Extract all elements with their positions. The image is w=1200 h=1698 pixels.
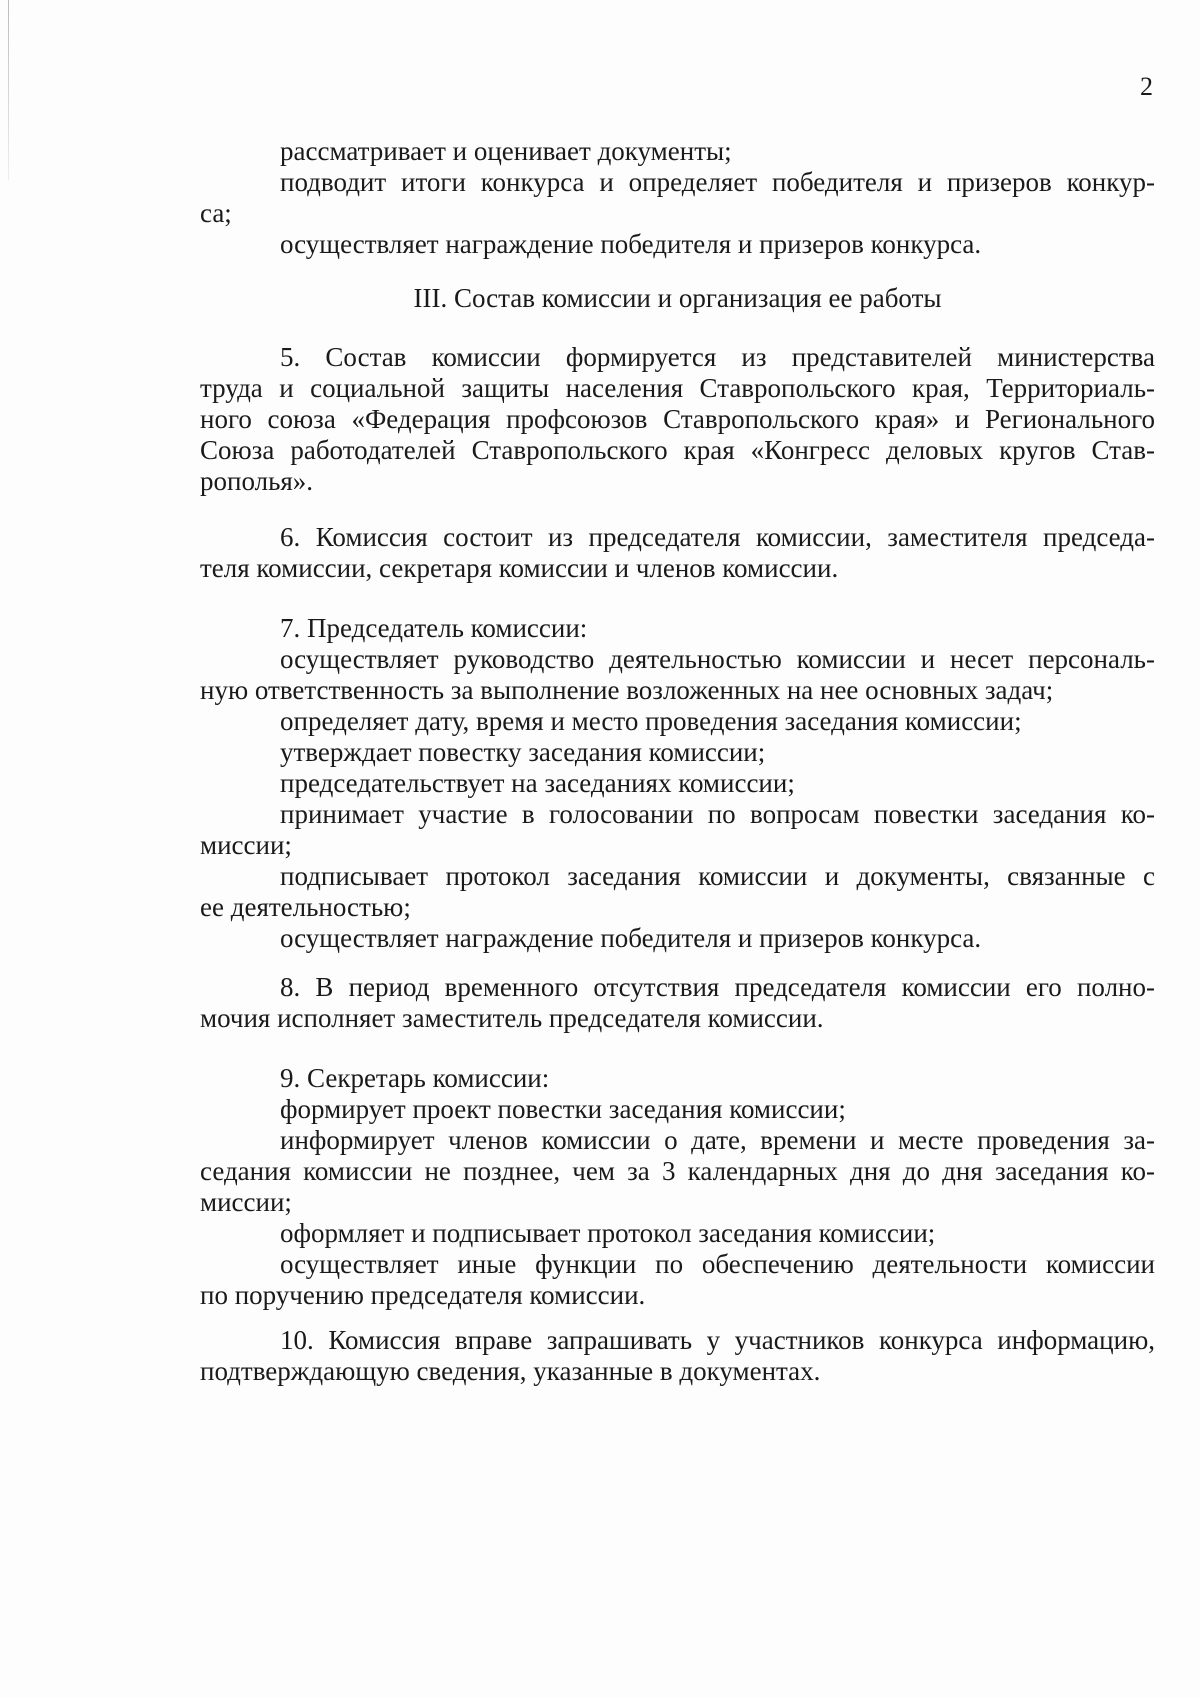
text-line: ную ответственность за выполнение возложенных на нее основных задач; — [200, 675, 1054, 705]
text-line: оформляет и подписывает протокол заседания комиссии; — [280, 1218, 936, 1248]
text-line: осуществляет иные функции по обеспечению деятельности комиссии — [280, 1249, 1155, 1279]
intro-list — [200, 136, 1155, 260]
text-line: теля комиссии, секретаря комиссии и членов комиссии. — [200, 553, 839, 583]
text-line: председательствует на заседаниях комиссии; — [280, 768, 795, 798]
paragraph-6 — [200, 522, 1155, 584]
text-line: подводит итоги конкурса и определяет победителя и призеров конкур- — [280, 167, 1155, 197]
text-line: осуществляет руководство деятельностью комиссии и несет персональ- — [280, 644, 1155, 674]
text-line: рополья». — [200, 466, 314, 496]
text-line: седания комиссии не позднее, чем за 3 календарных дня до дня заседания ко- — [200, 1156, 1155, 1186]
text-line: рассматривает и оценивает документы; — [280, 136, 732, 166]
text-line: информирует членов комиссии о дате, времени и месте проведения за- — [280, 1125, 1155, 1155]
text-line: миссии; — [200, 830, 292, 860]
text-line: по поручению председателя комиссии. — [200, 1280, 646, 1310]
text-line: 8. В период временного отсутствия председателя комиссии его полно- — [280, 972, 1155, 1002]
text-line: 10. Комиссия вправе запрашивать у участников конкурса информацию, — [280, 1325, 1155, 1355]
text-line: подтверждающую сведения, указанные в документах. — [200, 1356, 821, 1386]
text-line: 7. Председатель комиссии: — [280, 613, 588, 643]
text-line: формирует проект повестки заседания комиссии; — [280, 1094, 846, 1124]
text-line: принимает участие в голосовании по вопросам повестки заседания ко- — [280, 799, 1155, 829]
text-line: осуществляет награждение победителя и призеров конкурса. — [280, 923, 982, 953]
paragraph-10 — [200, 1325, 1155, 1387]
text-line: осуществляет награждение победителя и призеров конкурса. — [280, 229, 982, 259]
text-line: определяет дату, время и место проведения заседания комиссии; — [280, 706, 1022, 736]
text-line: 6. Комиссия состоит из председателя комиссии, заместителя председа- — [280, 522, 1155, 552]
text-line: миссии; — [200, 1187, 292, 1217]
page-number: 2 — [1140, 72, 1153, 101]
paragraph-9 — [200, 1063, 1155, 1311]
text-line: ного союза «Федерация профсоюзов Ставропольского края» и Регионального — [200, 404, 1155, 434]
scan-edge-line — [8, 0, 9, 180]
paragraph-7 — [200, 613, 1155, 954]
section-heading: III. Состав комиссии и организация ее работы — [413, 283, 942, 313]
text-line: утверждает повестку заседания комиссии; — [280, 737, 766, 767]
text-line: труда и социальной защиты населения Ставропольского края, Территориаль- — [200, 373, 1155, 403]
text-line: мочия исполняет заместитель председателя комиссии. — [200, 1003, 824, 1033]
text-line: са; — [200, 198, 232, 228]
text-line: подписывает протокол заседания комиссии и документы, связанные с — [280, 861, 1155, 891]
text-line: Союза работодателей Ставропольского края «Конгресс деловых кругов Став- — [200, 435, 1155, 465]
text-line: ее деятельностью; — [200, 892, 411, 922]
text-line: 5. Состав комиссии формируется из представителей министерства — [280, 342, 1155, 372]
paragraph-8 — [200, 972, 1155, 1034]
paragraph-5 — [200, 342, 1155, 497]
text-line: 9. Секретарь комиссии: — [280, 1063, 550, 1093]
